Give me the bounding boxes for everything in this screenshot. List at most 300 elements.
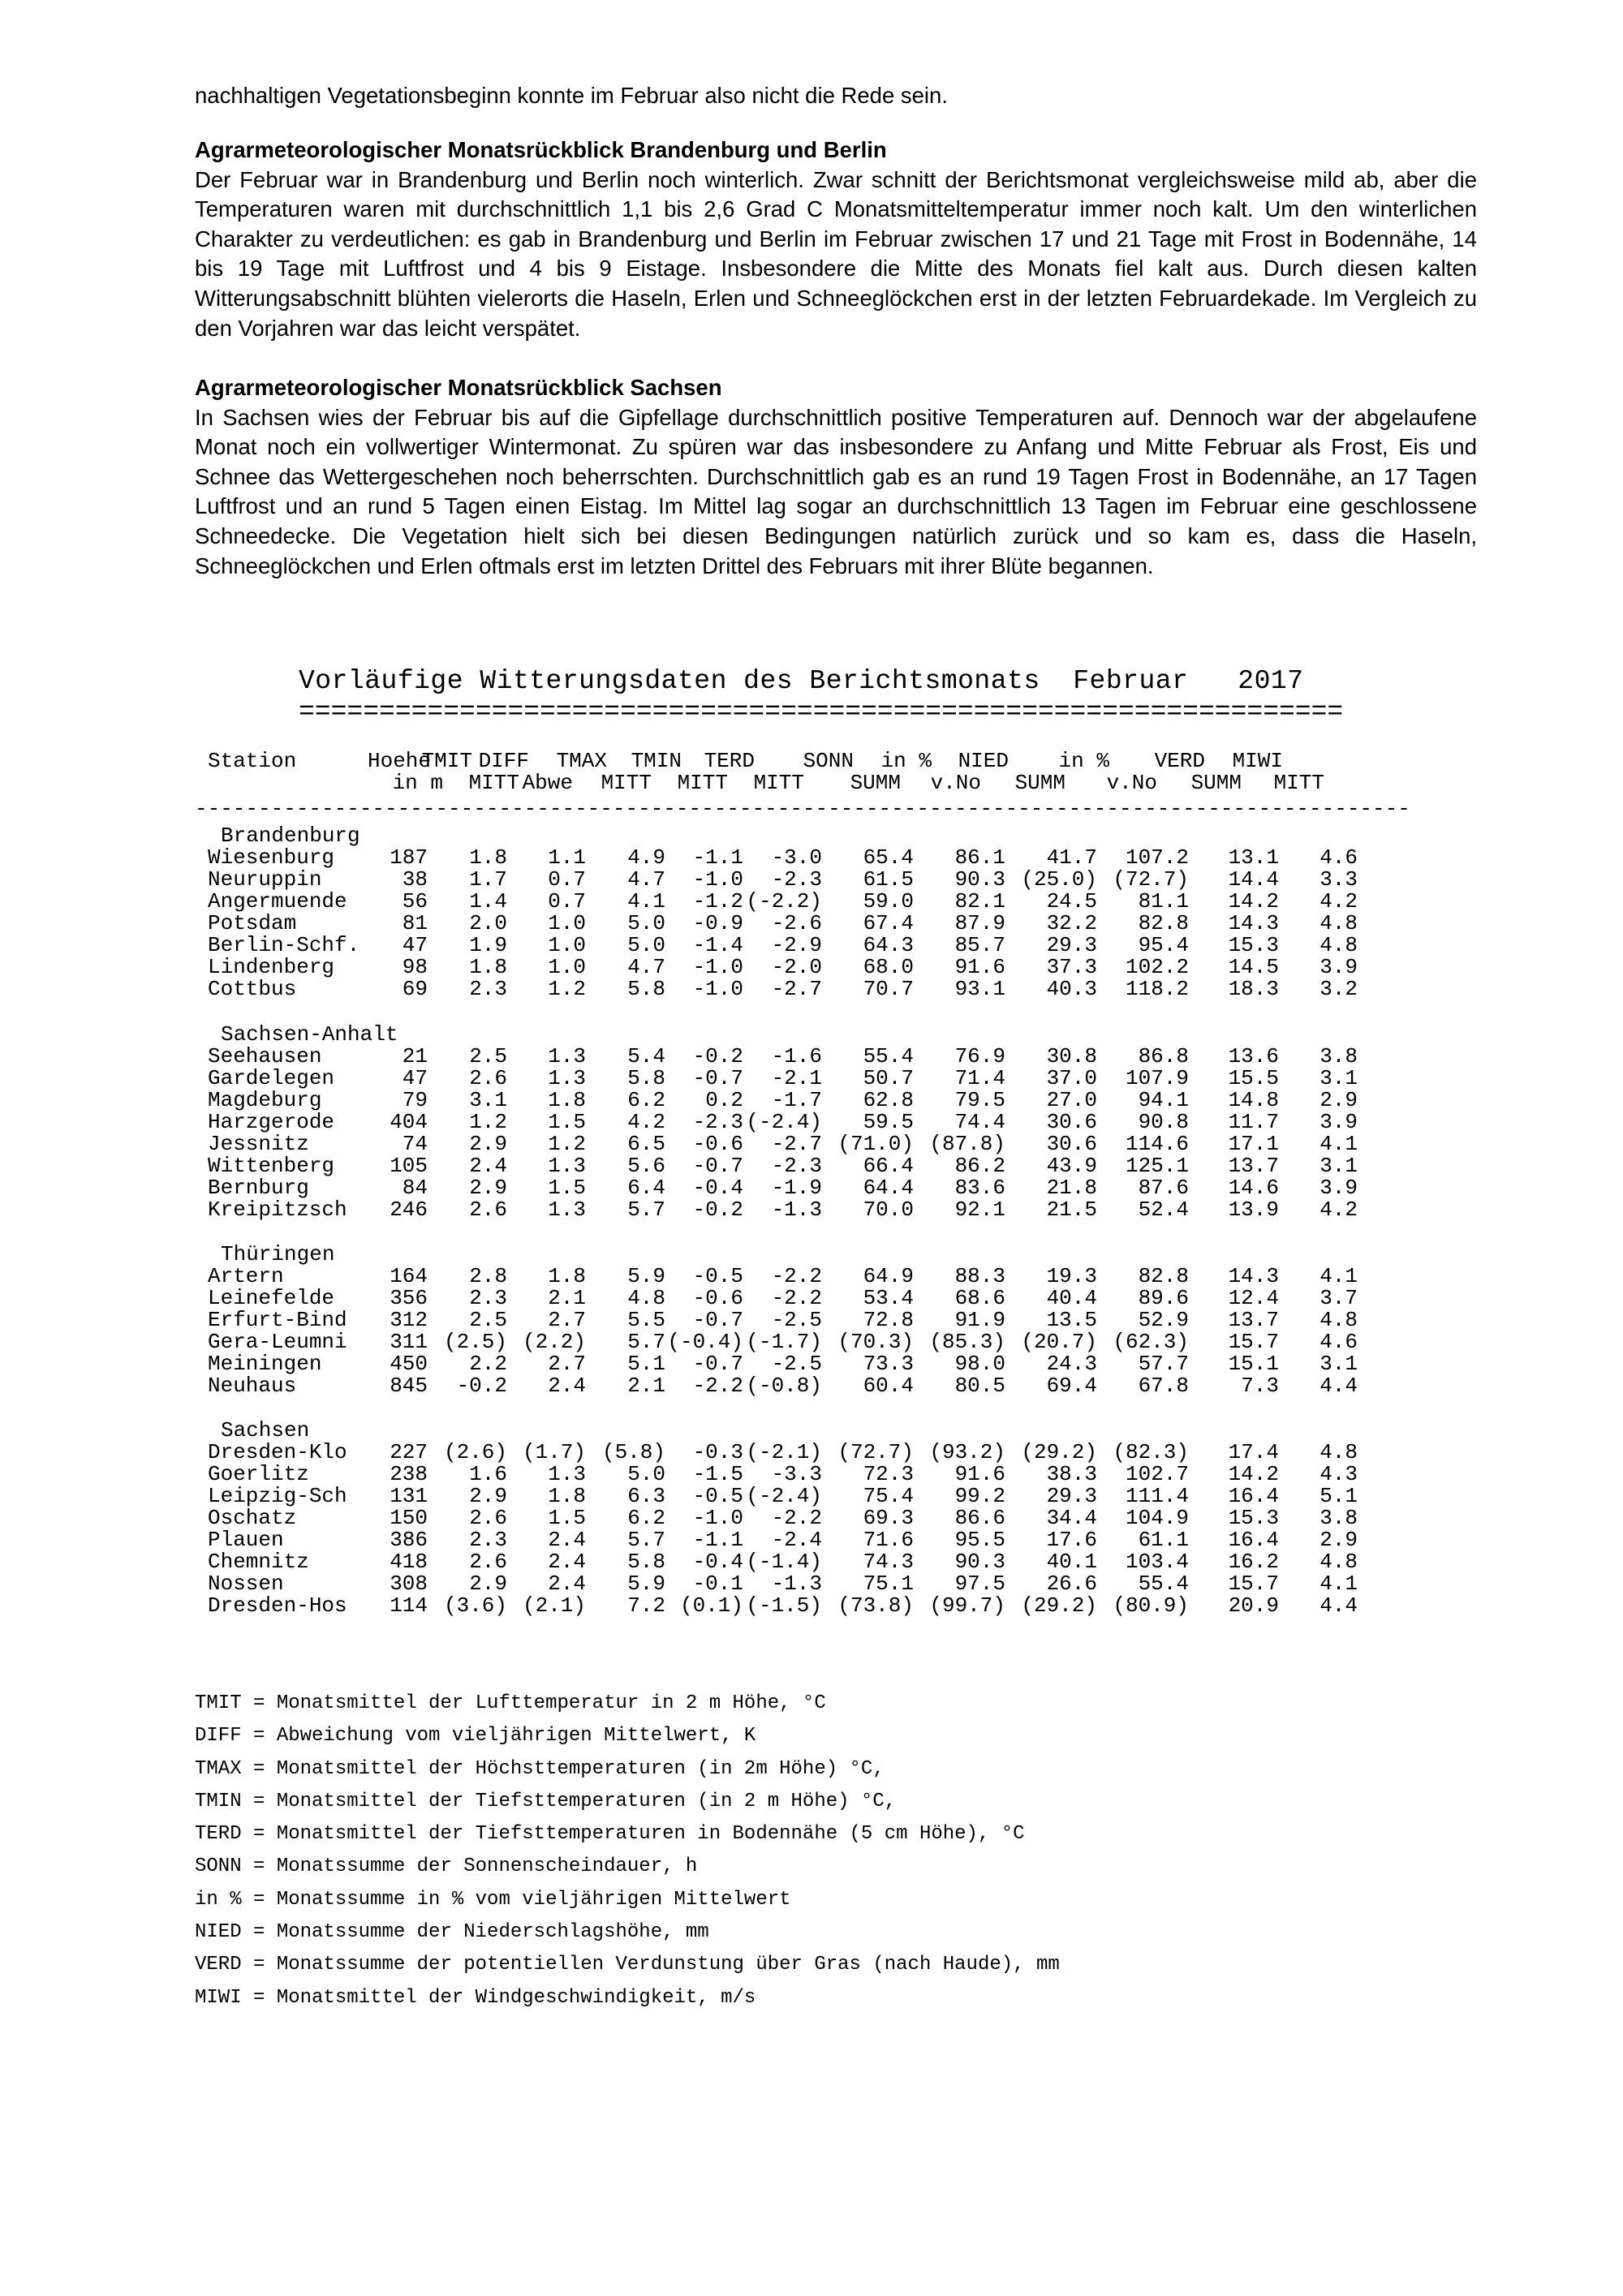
cell-value: 81 — [402, 911, 428, 935]
cell-value: -0.5 — [692, 1264, 743, 1288]
cell-value: 4.4 — [1319, 1374, 1358, 1398]
cell-value: (71.0) — [837, 1132, 914, 1156]
cell-value: 6.4 — [627, 1176, 665, 1200]
legend-item: DIFF = Abweichung vom vieljährigen Mittelwert, K — [195, 1725, 756, 1748]
cell-value: 2.5 — [469, 1044, 507, 1068]
cell-value: (2.5) — [443, 1330, 507, 1354]
cell-value: Abwe — [522, 771, 573, 795]
cell-value: 12.4 — [1228, 1286, 1279, 1310]
cell-value: 30.6 — [1046, 1132, 1097, 1156]
cell-value: 1.5 — [548, 1176, 586, 1200]
cell-value: 59.0 — [863, 889, 914, 914]
cell-value: 4.1 — [1319, 1572, 1358, 1596]
cell-value: -2.9 — [771, 933, 822, 957]
cell-value: 76.9 — [954, 1044, 1005, 1068]
table-row — [0, 891, 1623, 913]
cell-value: 80.5 — [954, 1374, 1005, 1398]
cell-value: 2.8 — [469, 1264, 507, 1288]
table-row — [0, 1266, 1623, 1288]
cell-value: 15.3 — [1228, 933, 1279, 957]
cell-value: -0.6 — [692, 1286, 743, 1310]
cell-value: 74.4 — [954, 1110, 1005, 1134]
cell-value: -0.6 — [692, 1132, 743, 1156]
cell-value: 92.1 — [954, 1197, 1005, 1222]
table-row — [0, 957, 1623, 978]
cell-value: -2.0 — [771, 955, 822, 979]
cell-value: 70.7 — [863, 977, 914, 1001]
cell-station: Gera-Leumni — [208, 1330, 347, 1354]
cell-value: 69.3 — [863, 1506, 914, 1530]
legend-item: NIED = Monatssumme der Niederschlagshöhe, mm — [195, 1921, 709, 1944]
cell-value: 72.8 — [863, 1308, 914, 1332]
cell-value: (20.7) — [1021, 1330, 1097, 1354]
table-row — [0, 1309, 1623, 1331]
cell-value: -2.5 — [771, 1352, 822, 1376]
cell-value: 4.1 — [627, 889, 665, 914]
cell-station: Cottbus — [208, 977, 297, 1001]
cell-value: (2.2) — [522, 1330, 586, 1354]
cell-station: Goerlitz — [208, 1462, 309, 1486]
cell-value: 3.9 — [1319, 1110, 1358, 1134]
table-title: Vorläufige Witterungsdaten des Berichtsmonats Februar 2017 — [299, 666, 1304, 696]
cell-value: 4.6 — [1319, 845, 1358, 870]
cell-value: -0.2 — [692, 1197, 743, 1222]
cell-value: -1.0 — [692, 1506, 743, 1530]
group-name: Thüringen — [221, 1242, 335, 1266]
cell-value: (72.7) — [837, 1440, 914, 1464]
cell-value: 6.2 — [627, 1088, 665, 1112]
cell-value: 83.6 — [954, 1176, 1005, 1200]
cell-value: 227 — [390, 1440, 428, 1464]
cell-value: 60.4 — [863, 1374, 914, 1398]
cell-value: 13.5 — [1046, 1308, 1097, 1332]
cell-value: 1.8 — [469, 845, 507, 870]
cell-value: 0.7 — [548, 867, 586, 892]
cell-station: Dresden-Klo — [208, 1440, 347, 1464]
cell-station: Harzgerode — [208, 1110, 335, 1134]
cell-value: -1.1 — [692, 845, 743, 870]
cell-value: 91.6 — [954, 1462, 1005, 1486]
cell-value: 61.1 — [1138, 1528, 1189, 1552]
intro-line — [195, 81, 1477, 111]
section-sachsen — [195, 373, 1477, 581]
cell-value: 15.7 — [1228, 1572, 1279, 1596]
cell-value: MITT — [601, 771, 652, 795]
table-row — [0, 1177, 1623, 1199]
table-title-rule: ================================================================= — [299, 697, 1344, 727]
cell-value: 30.8 — [1046, 1044, 1097, 1068]
cell-value: 4.8 — [1319, 911, 1358, 935]
cell-value: 4.7 — [627, 867, 665, 892]
table-row — [0, 1068, 1623, 1090]
cell-value: 15.5 — [1228, 1066, 1279, 1090]
cell-value: 19.3 — [1046, 1264, 1097, 1288]
cell-value: 1.9 — [469, 933, 507, 957]
cell-value: 82.8 — [1138, 911, 1189, 935]
cell-value: 82.8 — [1138, 1264, 1189, 1288]
cell-value: 1.3 — [548, 1044, 586, 1068]
cell-value: in m — [392, 771, 443, 795]
section-heading: Agrarmeteorologischer Monatsrückblick Sachsen — [195, 375, 722, 400]
cell-value: 37.3 — [1046, 955, 1097, 979]
cell-value: (25.0) — [1021, 867, 1097, 892]
cell-value: 125.1 — [1125, 1154, 1189, 1178]
cell-value: -1.2 — [692, 889, 743, 914]
cell-station: Leipzig-Sch — [208, 1484, 347, 1508]
cell-value: 3.3 — [1319, 867, 1358, 892]
cell-value: TMAX — [556, 749, 607, 773]
cell-value: (99.7) — [929, 1593, 1005, 1618]
cell-value: (80.9) — [1113, 1593, 1189, 1618]
cell-value: 7.3 — [1241, 1374, 1279, 1398]
cell-value: 38.3 — [1046, 1462, 1097, 1486]
cell-value: 27.0 — [1046, 1088, 1097, 1112]
cell-value: 102.2 — [1125, 955, 1189, 979]
cell-value: 2.1 — [548, 1286, 586, 1310]
cell-value: 86.2 — [954, 1154, 1005, 1178]
cell-value: 404 — [390, 1110, 428, 1134]
cell-value: 87.9 — [954, 911, 1005, 935]
cell-value: 14.2 — [1228, 1462, 1279, 1486]
cell-value: -1.3 — [771, 1572, 822, 1596]
cell-value: 13.1 — [1228, 845, 1279, 870]
cell-value: 2.7 — [548, 1352, 586, 1376]
cell-value: 1.5 — [548, 1110, 586, 1134]
cell-value: 418 — [390, 1550, 428, 1574]
cell-value: 62.8 — [863, 1088, 914, 1112]
cell-value: 2.3 — [469, 1528, 507, 1552]
cell-value: 1.0 — [548, 911, 586, 935]
cell-value: -1.6 — [771, 1044, 822, 1068]
cell-value: (0.1) — [679, 1593, 743, 1618]
cell-value: 16.4 — [1228, 1484, 1279, 1508]
cell-value: -1.9 — [771, 1176, 822, 1200]
cell-value: 0.7 — [548, 889, 586, 914]
cell-value: -0.4 — [692, 1550, 743, 1574]
cell-value: 2.7 — [548, 1308, 586, 1332]
cell-value: (-2.2) — [746, 889, 822, 914]
cell-station: Seehausen — [208, 1044, 322, 1068]
cell-value: 11.7 — [1228, 1110, 1279, 1134]
cell-value: -1.3 — [771, 1197, 822, 1222]
cell-value: 69 — [402, 977, 428, 1001]
cell-value: 2.6 — [469, 1197, 507, 1222]
cell-value: 79.5 — [954, 1088, 1005, 1112]
cell-value: MITT — [753, 771, 804, 795]
cell-value: 86.6 — [954, 1506, 1005, 1530]
cell-value: 1.3 — [548, 1154, 586, 1178]
cell-value: 3.9 — [1319, 1176, 1358, 1200]
cell-station: Neuhaus — [208, 1374, 297, 1398]
cell-value: 14.8 — [1228, 1088, 1279, 1112]
cell-value: 14.5 — [1228, 955, 1279, 979]
cell-value: 88.3 — [954, 1264, 1005, 1288]
cell-value: MIWI — [1232, 749, 1283, 773]
group-name: Sachsen — [221, 1418, 310, 1443]
cell-station: Bernburg — [208, 1176, 309, 1200]
table-row — [0, 1111, 1623, 1133]
table-row — [0, 1442, 1623, 1464]
cell-station: Berlin-Schf. — [208, 933, 360, 957]
cell-value: 21.5 — [1046, 1197, 1097, 1222]
cell-value: 65.4 — [863, 845, 914, 870]
cell-value: 4.2 — [1319, 889, 1358, 914]
cell-value: 1.0 — [548, 955, 586, 979]
table-row — [0, 847, 1623, 869]
cell-value: 97.5 — [954, 1572, 1005, 1596]
cell-value: 67.8 — [1138, 1374, 1189, 1398]
table-row — [0, 1551, 1623, 1573]
cell-station: Lindenberg — [208, 955, 335, 979]
cell-value: 18.3 — [1228, 977, 1279, 1001]
cell-value: 61.5 — [863, 867, 914, 892]
cell-value: (3.6) — [443, 1593, 507, 1618]
table-row — [0, 1090, 1623, 1111]
legend-item: SONN = Monatssumme der Sonnenscheindauer, h — [195, 1855, 698, 1878]
cell-value: -0.7 — [692, 1154, 743, 1178]
legend-item: TERD = Monatsmittel der Tiefsttemperaturen in Bodennähe (5 cm Höhe), °C — [195, 1823, 1025, 1846]
cell-value: 4.8 — [1319, 1550, 1358, 1574]
cell-value: (29.2) — [1021, 1440, 1097, 1464]
cell-value: (-1.7) — [746, 1330, 822, 1354]
cell-value: 2.3 — [469, 977, 507, 1001]
table-row — [0, 913, 1623, 935]
cell-value: 1.2 — [469, 1110, 507, 1134]
cell-value: 13.6 — [1228, 1044, 1279, 1068]
legend-item: MIWI = Monatsmittel der Windgeschwindigkeit, m/s — [195, 1986, 756, 2009]
cell-value: 32.2 — [1046, 911, 1097, 935]
cell-value: TMIT — [421, 749, 472, 773]
cell-value: 14.3 — [1228, 911, 1279, 935]
table-row — [0, 1573, 1623, 1595]
cell-value: 2.1 — [627, 1374, 665, 1398]
cell-value: 2.9 — [469, 1484, 507, 1508]
cell-value: 1.2 — [548, 977, 586, 1001]
cell-value: 75.4 — [863, 1484, 914, 1508]
legend-item: TMIN = Monatsmittel der Tiefsttemperaturen (in 2 m Höhe) °C, — [195, 1790, 897, 1812]
cell-value: 4.7 — [627, 955, 665, 979]
table-row — [0, 1464, 1623, 1486]
cell-value: 3.2 — [1319, 977, 1358, 1001]
cell-value: -2.4 — [771, 1528, 822, 1552]
table-row — [0, 1529, 1623, 1551]
cell-value: 114.6 — [1125, 1132, 1189, 1156]
cell-value: 52.9 — [1138, 1308, 1189, 1332]
cell-value: -2.6 — [771, 911, 822, 935]
cell-value: 56 — [402, 889, 428, 914]
cell-value: 1.3 — [548, 1066, 586, 1090]
cell-value: -1.5 — [692, 1462, 743, 1486]
section-body: Der Februar war in Brandenburg und Berlin noch winterlich. Zwar schnitt der Berichtsmonat vergleichsweise mild ab, aber die Temperaturen waren mit durchschnittlich 1,1 bis 2,6 Grad C Monatsmitteltemperatur immer noch kalt. Um den winterlichen Charakter zu verdeutlichen: es gab in Brandenburg und Berlin im Februar zwischen 17 und 21 Tage mit Frost in Bodennähe, 14 bis 19 Tage mit Luftfrost und 4 bis 9 Eistage. Insbesondere die Mitte des Monats fiel kalt aus. Durch diesen kalten Witterungsabschnitt blühten vielerorts die Haseln, Erlen und Schneeglöckchen erst in der letzten Februardekade. Im Vergleich zu den Vorjahren war das leicht verspätet. — [195, 166, 1477, 341]
cell-value: -0.7 — [692, 1352, 743, 1376]
cell-value: 71.4 — [954, 1066, 1005, 1090]
cell-value: 40.1 — [1046, 1550, 1097, 1574]
cell-value: 15.7 — [1228, 1330, 1279, 1354]
cell-value: 5.7 — [627, 1197, 665, 1222]
cell-value: -2.5 — [771, 1308, 822, 1332]
cell-value: 15.3 — [1228, 1506, 1279, 1530]
table-row — [0, 1331, 1623, 1353]
cell-station: Magdeburg — [208, 1088, 322, 1112]
cell-value: -2.2 — [692, 1374, 743, 1398]
cell-value: 2.5 — [469, 1308, 507, 1332]
cell-value: -0.2 — [692, 1044, 743, 1068]
cell-value: 84 — [402, 1176, 428, 1200]
cell-value: 2.4 — [548, 1550, 586, 1574]
cell-station: Angermuende — [208, 889, 347, 914]
table-row — [0, 1133, 1623, 1155]
abbreviation-legend — [195, 1688, 1060, 2014]
cell-value: 69.4 — [1046, 1374, 1097, 1398]
cell-value: 311 — [390, 1330, 428, 1354]
cell-value: 41.7 — [1046, 845, 1097, 870]
cell-value: 14.3 — [1228, 1264, 1279, 1288]
cell-value: 30.6 — [1046, 1110, 1097, 1134]
cell-value: 5.1 — [627, 1352, 665, 1376]
cell-value: 3.9 — [1319, 955, 1358, 979]
cell-value: v.No — [930, 771, 981, 795]
table-group-heading — [0, 1420, 1623, 1442]
cell-value: 75.1 — [863, 1572, 914, 1596]
cell-value: 14.6 — [1228, 1176, 1279, 1200]
cell-value: 81.1 — [1138, 889, 1189, 914]
table-row — [0, 935, 1623, 957]
cell-value: 26.6 — [1046, 1572, 1097, 1596]
cell-value: 94.1 — [1138, 1088, 1189, 1112]
cell-value: (-2.4) — [746, 1484, 822, 1508]
cell-value: -3.3 — [771, 1462, 822, 1486]
cell-value: 95.5 — [954, 1528, 1005, 1552]
cell-value: 55.4 — [863, 1044, 914, 1068]
cell-value: (29.2) — [1021, 1593, 1097, 1618]
cell-value: (72.7) — [1113, 867, 1189, 892]
cell-value: 68.6 — [954, 1286, 1005, 1310]
table-row — [0, 1375, 1623, 1397]
cell-value: 2.9 — [469, 1132, 507, 1156]
cell-station: Kreipitzsch — [208, 1197, 347, 1222]
cell-value: 86.1 — [954, 845, 1005, 870]
cell-value: 1.6 — [469, 1462, 507, 1486]
cell-value: VERD — [1154, 749, 1205, 773]
cell-value: 50.7 — [863, 1066, 914, 1090]
cell-value: 5.6 — [627, 1154, 665, 1178]
cell-value: 5.4 — [627, 1044, 665, 1068]
cell-value: 43.9 — [1046, 1154, 1097, 1178]
cell-value: 1.4 — [469, 889, 507, 914]
cell-value: 91.6 — [954, 955, 1005, 979]
cell-value: (-1.4) — [746, 1550, 822, 1574]
cell-value: 74 — [402, 1132, 428, 1156]
cell-value: 308 — [390, 1572, 428, 1596]
cell-value: 114 — [390, 1593, 428, 1618]
cell-value: (82.3) — [1113, 1440, 1189, 1464]
cell-value: 5.9 — [627, 1264, 665, 1288]
cell-value: 37.0 — [1046, 1066, 1097, 1090]
cell-value: v.No — [1106, 771, 1157, 795]
cell-value: -2.3 — [771, 1154, 822, 1178]
legend-item: in % = Monatssumme in % vom vieljährigen Mittelwert — [195, 1888, 791, 1911]
cell-value: -0.9 — [692, 911, 743, 935]
cell-value: 238 — [390, 1462, 428, 1486]
table-group-heading — [0, 825, 1623, 847]
cell-value: 74.3 — [863, 1550, 914, 1574]
cell-value: 356 — [390, 1286, 428, 1310]
cell-value: 86.8 — [1138, 1044, 1189, 1068]
cell-value: -0.7 — [692, 1066, 743, 1090]
cell-value: 5.1 — [1319, 1484, 1358, 1508]
cell-value: -2.7 — [771, 1132, 822, 1156]
cell-value: 13.7 — [1228, 1154, 1279, 1178]
cell-value: 2.2 — [469, 1352, 507, 1376]
cell-value: -1.0 — [692, 867, 743, 892]
table-row — [0, 869, 1623, 891]
cell-value: 64.9 — [863, 1264, 914, 1288]
cell-value: 0.2 — [705, 1088, 743, 1112]
cell-value: 40.4 — [1046, 1286, 1097, 1310]
cell-value: -1.0 — [692, 955, 743, 979]
cell-station: Leinefelde — [208, 1286, 335, 1310]
table-row — [0, 1046, 1623, 1068]
cell-value: 4.8 — [1319, 1440, 1358, 1464]
cell-value: 91.9 — [954, 1308, 1005, 1332]
cell-value: 47 — [402, 933, 428, 957]
cell-value: NIED — [958, 749, 1009, 773]
cell-value: 1.7 — [469, 867, 507, 892]
cell-value: 5.0 — [627, 911, 665, 935]
cell-value: 29.3 — [1046, 1484, 1097, 1508]
cell-value: 845 — [390, 1374, 428, 1398]
cell-value: 164 — [390, 1264, 428, 1288]
cell-value: (-2.1) — [746, 1440, 822, 1464]
cell-value: (93.2) — [929, 1440, 1005, 1464]
cell-value: (2.1) — [522, 1593, 586, 1618]
cell-value: -2.7 — [771, 977, 822, 1001]
cell-value: 1.0 — [548, 933, 586, 957]
cell-value: 90.3 — [954, 1550, 1005, 1574]
cell-station: Chemnitz — [208, 1550, 309, 1574]
cell-value: 5.9 — [627, 1572, 665, 1596]
cell-value: -2.1 — [771, 1066, 822, 1090]
cell-value: 246 — [390, 1197, 428, 1222]
cell-value: -0.2 — [456, 1374, 507, 1398]
group-name: Brandenburg — [221, 823, 360, 848]
cell-value: 64.4 — [863, 1176, 914, 1200]
cell-station: Potsdam — [208, 911, 297, 935]
cell-value: 1.8 — [548, 1264, 586, 1288]
cell-value: 17.1 — [1228, 1132, 1279, 1156]
cell-value: 3.7 — [1319, 1286, 1358, 1310]
cell-value: 21 — [402, 1044, 428, 1068]
cell-value: 111.4 — [1125, 1484, 1189, 1508]
cell-value: (87.8) — [929, 1132, 1005, 1156]
cell-value: 3.1 — [469, 1088, 507, 1112]
cell-value: SUMM — [1190, 771, 1242, 795]
table-row — [0, 1288, 1623, 1309]
cell-station: Artern — [208, 1264, 284, 1288]
cell-value: 150 — [390, 1506, 428, 1530]
cell-value: SUMM — [850, 771, 901, 795]
cell-value: 118.2 — [1125, 977, 1189, 1001]
cell-value: -0.4 — [692, 1176, 743, 1200]
cell-value: 17.4 — [1228, 1440, 1279, 1464]
cell-value: 4.8 — [1319, 1308, 1358, 1332]
cell-value: 5.8 — [627, 1066, 665, 1090]
cell-value: MITT — [677, 771, 728, 795]
cell-value: 38 — [402, 867, 428, 892]
cell-value: 82.1 — [954, 889, 1005, 914]
cell-value: 21.8 — [1046, 1176, 1097, 1200]
section-body: In Sachsen wies der Februar bis auf die Gipfellage durchschnittlich positive Temperaturen auf. Dennoch war der abgelaufene Monat noch ein vollwertiger Wintermonat. Zu spüren war das insbesondere zu Anfang und Mitte Februar als Frost, Eis und Schnee das Wettergeschehen noch beherrschten. Durchschnittlich gab es an rund 19 Tagen Frost in Bodennähe, an 17 Tagen Luftfrost und an rund 5 Tagen einen Eistag. Im Mittel lag sogar an durchschnittlich 13 Tagen im Februar eine geschlossene Schneedecke. Die Vegetation hielt sich bei diesen Bedingungen natürlich zurück und so kam es, dass die Haseln, Schneeglöckchen und Erlen oftmals erst im letzten Drittel des Februars mit ihrer Blüte begannen. — [195, 404, 1477, 578]
